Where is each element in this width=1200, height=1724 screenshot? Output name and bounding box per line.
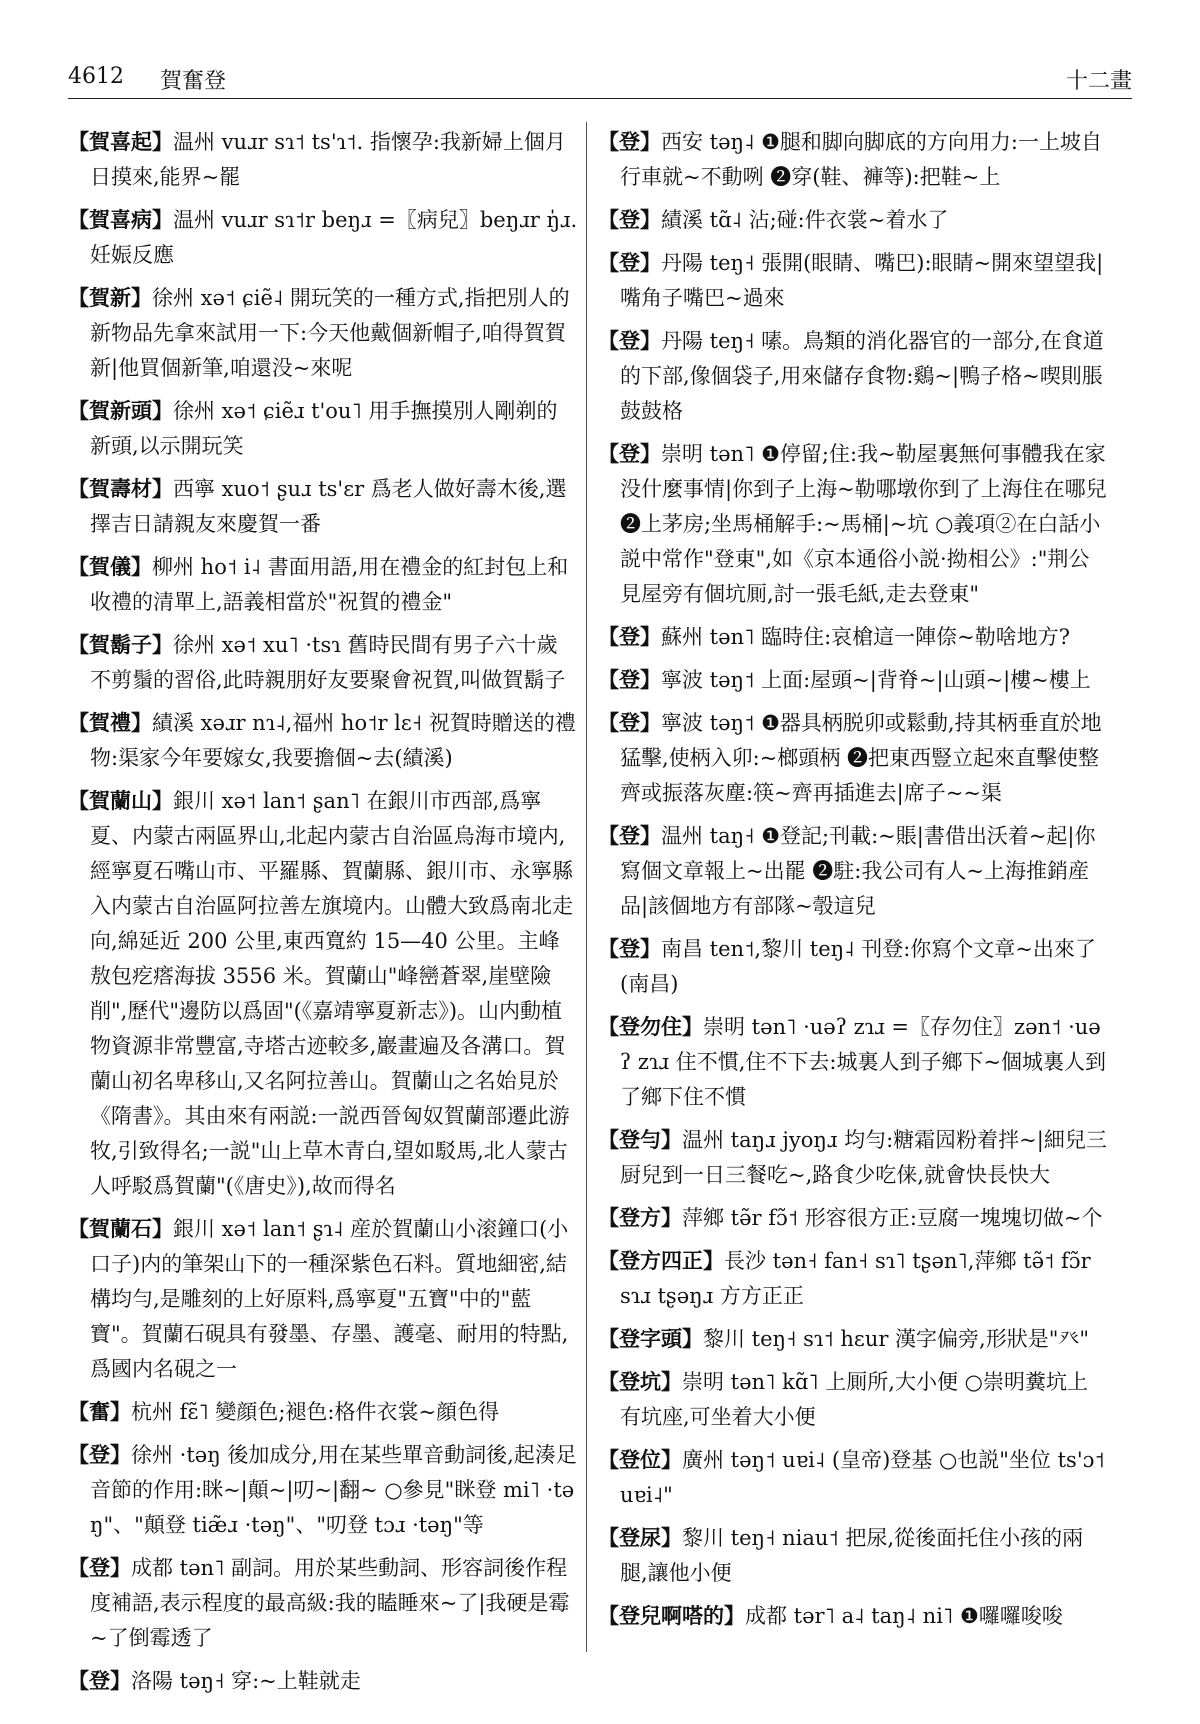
entry-headword: 【登尿】 xyxy=(598,1525,682,1550)
entry-body: 丹陽 teŋ˧ 張開(眼睛、嘴巴):眼睛~開來望望我|嘴角子嘴巴~過來 xyxy=(620,251,1104,310)
entry-body: 銀川 xə˦ lan˦ ʂɿ˨ 産於賀蘭山小滚鐘口(小口子)内的筆架山下的一種深紫色石料。質地細密,結構均勻,是雕刻的上好原料,爲寧夏"五寶"中的"藍寶"。賀蘭石硯具有發墨、存墨、護毫、耐用的特點,爲國内名硯之一 xyxy=(90,1217,569,1381)
entry-body: 黎川 teŋ˧ sɿ˦ hɛur 漢字偏旁,形狀是"癶" xyxy=(703,1327,1090,1351)
entry-body: 徐州 ·təŋ 後加成分,用在某些單音動詞後,起湊足音節的作用:眯~|顛~|叨~|翻~ ○參見"眯登 mi˥ ·təŋ"、"顛登 tiæ̃ɹ ·təŋ"、"叨登 tɔɹ ·təŋ"等 xyxy=(90,1443,577,1537)
entry-body: 柳州 ho˦ i˨ 書面用語,用在禮金的紅封包上和收禮的清單上,語義相當於"祝賀的禮金" xyxy=(90,555,569,614)
entry-body: 蘇州 tən˥ 臨時住:哀槍這一陣倷~勒啥地方? xyxy=(661,625,1071,649)
dictionary-entry xyxy=(598,818,1108,924)
entry-body: 廣州 təŋ˦ uɐi˨ (皇帝)登基 ○也説"坐位 ts'ɔ˦ uɐi˨" xyxy=(620,1448,1105,1507)
dictionary-entry xyxy=(68,1663,578,1699)
entry-headword: 【登】 xyxy=(598,129,661,154)
dictionary-entry xyxy=(68,627,578,698)
entry-body: 温州 taŋɹ jyoŋɹ 均勻:糖霜囥粉着拌~|細兒三厨兒到一日三餐吃~,路食少吃俫,就會快長快大 xyxy=(620,1128,1107,1187)
entry-headword: 【登】 xyxy=(598,936,661,961)
dictionary-entry xyxy=(68,471,578,542)
entry-headword: 【登方】 xyxy=(598,1205,682,1230)
entry-headword: 【登兒啊嗒的】 xyxy=(598,1603,745,1628)
entry-headword: 【賀喜病】 xyxy=(68,207,173,232)
entry-body: 寧波 təŋ˦ 上面:屋頭~|背脊~|山頭~|樓~樓上 xyxy=(661,668,1091,692)
page-title: 賀奮登 xyxy=(160,69,227,94)
dictionary-entry xyxy=(68,549,578,620)
entry-body: 徐州 xə˦ xu˥ ·tsɿ 舊時民間有男子六十歲不剪鬚的習俗,此時親朋好友要聚會祝賀,叫做賀鬍子 xyxy=(90,633,566,692)
dictionary-entry xyxy=(68,705,578,776)
entry-headword: 【奮】 xyxy=(68,1399,131,1424)
dictionary-entry xyxy=(598,1598,1108,1634)
page-header xyxy=(68,58,1132,99)
entry-headword: 【賀壽材】 xyxy=(68,476,173,501)
dictionary-entry xyxy=(68,124,578,195)
entry-body: 崇明 tən˥ ·uəʔ zɿɹ =〖存勿住〗zən˦ ·uəʔ zɿɹ 住不慣,住不下去:城裏人到子鄉下~個城裏人到了鄉下住不慣 xyxy=(620,1015,1107,1109)
entry-headword: 【賀蘭石】 xyxy=(68,1216,173,1241)
entry-body: 績溪 tɑ̃˨ 沾;碰:件衣裳~着水了 xyxy=(661,208,949,232)
dictionary-entry xyxy=(598,1009,1108,1115)
entry-body: 杭州 fɛ̃˥ 變顔色;褪色:格件衣裳~顔色得 xyxy=(131,1400,500,1424)
entry-headword: 【登】 xyxy=(68,1668,131,1693)
entry-headword: 【登勿住】 xyxy=(598,1014,703,1039)
entry-headword: 【登】 xyxy=(598,710,661,735)
dictionary-entry xyxy=(68,1437,578,1543)
entry-headword: 【登】 xyxy=(598,624,661,649)
entry-body: 徐州 xə˦ ɕiẽɹ t'ou˥ 用手撫摸別人剛剃的新頭,以示開玩笑 xyxy=(90,399,558,458)
dictionary-entry xyxy=(598,705,1108,811)
entry-body: 績溪 xəɹr nɿ˨,福州 ho˦r lɛ˧ 祝賀時贈送的禮物:渠家今年要嫁女,我要擔個~去(績溪) xyxy=(90,711,576,770)
dictionary-entry xyxy=(68,1211,578,1387)
entry-headword: 【賀儀】 xyxy=(68,554,152,579)
entry-body: 西安 təŋ˨ ❶腿和脚向脚底的方向用力:一上坡自行車就~不動咧 ❷穿(鞋、褲等):把鞋~上 xyxy=(620,130,1102,189)
dictionary-entry xyxy=(68,202,578,273)
page-number: 4612 xyxy=(68,64,124,89)
dictionary-entry xyxy=(598,436,1108,612)
dictionary-entry xyxy=(68,1394,578,1430)
dictionary-entry xyxy=(598,1520,1108,1591)
entry-headword: 【登】 xyxy=(68,1555,131,1580)
entry-body: 寧波 təŋ˦ ❶器具柄脱卯或鬆動,持其柄垂直於地猛擊,使柄入卯:~榔頭柄 ❷把東西豎立起來直擊使整齊或振落灰塵:筷~齊再插進去|席子~~渠 xyxy=(620,711,1102,805)
dictionary-entry xyxy=(598,1364,1108,1435)
entry-body: 徐州 xə˦ ɕiẽ˨ 開玩笑的一種方式,指把別人的新物品先拿來試用一下:今天他戴個新帽子,咱得賀賀新|他買個新筆,咱還没~來呢 xyxy=(90,286,570,380)
entry-headword: 【登勻】 xyxy=(598,1127,682,1152)
dictionary-entry xyxy=(68,1550,578,1656)
entry-headword: 【登位】 xyxy=(598,1447,682,1472)
dictionary-entry xyxy=(598,202,1108,238)
entry-headword: 【登坑】 xyxy=(598,1369,682,1394)
entry-body: 温州 vuɹr sɿ˦ ts'ɿ˦. 指懷孕:我新婦上個月日摸來,能界~罷 xyxy=(90,130,566,189)
entry-headword: 【賀新】 xyxy=(68,285,152,310)
entry-body: 西寧 xuo˦ ʂuɹ ts'ɛr 爲老人做好壽木後,選擇吉日請親友來慶賀一番 xyxy=(90,477,567,536)
entry-body: 成都 tər˥ a˨ taŋ˨ ni˥ ❶囉囉唆唆 xyxy=(745,1604,1063,1628)
dictionary-entry xyxy=(598,124,1108,195)
left-column xyxy=(68,124,578,1706)
entry-body: 温州 vuɹr sɿ˦r beŋɹ =〖病兒〗beŋɹr ŋ̍ɹ. 妊娠反應 xyxy=(90,208,578,267)
dictionary-entry xyxy=(68,393,578,464)
entry-body: 萍鄉 tə̃r fɔ̃˦ 形容很方正:豆腐一塊塊切做~个 xyxy=(682,1206,1103,1230)
entry-body: 崇明 tən˥ ❶停留;住:我~勒屋裏無何事體我在家没什麼事情|你到子上海~勒哪墩你到了上海住在哪兒 ❷上茅房;坐馬桶解手:~馬桶|~坑 ○義項②在白話小説中常作"登東",如《京本通俗小説·拗相公》:"荆公見屋旁有個坑厠,討一張毛紙,走去登東" xyxy=(620,442,1107,606)
entry-headword: 【賀禮】 xyxy=(68,710,152,735)
entry-headword: 【賀蘭山】 xyxy=(68,788,173,813)
entry-headword: 【登方四正】 xyxy=(598,1248,724,1273)
entry-body: 成都 tən˥ 副詞。用於某些動詞、形容詞後作程度補語,表示程度的最高級:我的瞌睡來~了|我硬是霉~了倒霉透了 xyxy=(90,1556,570,1650)
entry-headword: 【賀喜起】 xyxy=(68,129,173,154)
dictionary-entry xyxy=(68,280,578,386)
entry-headword: 【登】 xyxy=(598,823,661,848)
dictionary-entry xyxy=(598,1122,1108,1193)
entry-headword: 【登】 xyxy=(598,207,661,232)
entry-headword: 【賀鬍子】 xyxy=(68,632,173,657)
entry-headword: 【賀新頭】 xyxy=(68,398,173,423)
dictionary-entry xyxy=(598,1243,1108,1314)
entry-body: 長沙 tən˧ fan˧ sɿ˥ tʂən˥,萍鄉 tə̃˦ fɔ̃r sɿɹ tʂəŋɹ 方方正正 xyxy=(620,1249,1091,1308)
entry-body: 銀川 xə˦ lan˦ ʂan˥ 在銀川市西部,爲寧夏、内蒙古兩區界山,北起内蒙古自治區烏海市境内,經寧夏石嘴山市、平羅縣、賀蘭縣、銀川市、永寧縣入内蒙古自治區阿拉善左旗境内。山體大致爲南北走向,綿延近 200 公里,東西寬約 15—40 公里。主峰敖包疙瘩海拔 3556 米。賀蘭山"峰巒蒼翠,崖壁險削",歷代"邊防以爲固"(《嘉靖寧夏新志》)。山内動植物資源非常豐富,寺塔古迹較多,巖畫遍及各溝口。賀蘭山初名卑移山,又名阿拉善山。賀蘭山之名始見於《隋書》。其由來有兩説:一説西晉匈奴賀蘭部遷此游牧,引致得名;一説"山上草木青白,望如駁馬,北人蒙古人呼駁爲賀蘭"(《唐史》),故而得名 xyxy=(90,789,573,1198)
dictionary-entry xyxy=(598,245,1108,316)
dictionary-entry xyxy=(598,1200,1108,1236)
entry-headword: 【登】 xyxy=(598,250,661,275)
entry-body: 温州 taŋ˧ ❶登記;刊載:~賬|書借出沃着~起|你寫個文章報上~出罷 ❷駐:我公司有人~上海推銷産品|該個地方有部隊~彀這兒 xyxy=(620,824,1096,918)
entry-headword: 【登】 xyxy=(598,328,661,353)
entry-headword: 【登】 xyxy=(598,667,661,692)
entry-body: 洛陽 təŋ˧ 穿:~上鞋就走 xyxy=(131,1669,361,1693)
dictionary-entry xyxy=(598,323,1108,429)
column-divider xyxy=(586,122,587,1652)
dictionary-entry xyxy=(598,931,1108,1002)
entry-headword: 【登】 xyxy=(598,441,661,466)
dictionary-entry xyxy=(598,619,1108,655)
entry-headword: 【登】 xyxy=(68,1442,131,1467)
entry-body: 黎川 teŋ˧ niau˦ 把尿,從後面托住小孩的兩腿,讓他小便 xyxy=(620,1526,1084,1585)
dictionary-entry xyxy=(598,1321,1108,1357)
dictionary-entry xyxy=(598,662,1108,698)
dictionary-entry xyxy=(598,1442,1108,1513)
dictionary-entry xyxy=(68,783,578,1204)
entry-body: 南昌 ten˦,黎川 teŋ˨ 刊登:你寫个文章~出來了(南昌) xyxy=(620,937,1096,996)
section-label: 十二畫 xyxy=(1065,69,1132,94)
entry-body: 丹陽 teŋ˧ 嗉。鳥類的消化器官的一部分,在食道的下部,像個袋子,用來儲存食物:鷄~|鴨子格~喫則脹鼓鼓格 xyxy=(620,329,1104,423)
entry-body: 崇明 tən˥ kɑ̃˥ 上厠所,大小便 ○崇明糞坑上有坑座,可坐着大小便 xyxy=(620,1370,1088,1429)
entry-headword: 【登字頭】 xyxy=(598,1326,703,1351)
right-column xyxy=(598,124,1108,1641)
